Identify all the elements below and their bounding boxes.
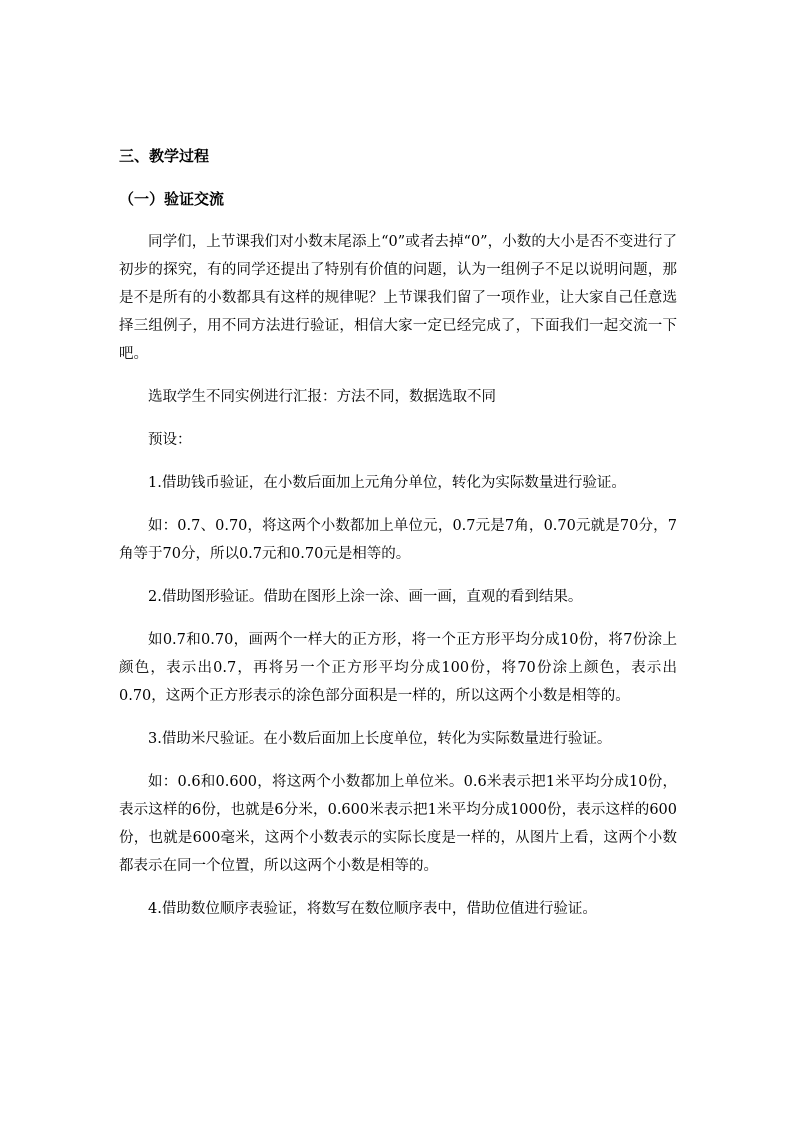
- method-2-example: 如0.7和0.70，画两个一样大的正方形，将一个正方形平均分成10份，将7份涂上颜色，表示出0.7，再将另一个正方形平均分成100份，将70份涂上颜色，表示出0.70，这两个正方形表示的涂色部分面积是一样的，所以这两个小数是相等的。: [119, 632, 677, 704]
- method-4-title: 4.借助数位顺序表验证，将数写在数位顺序表中，借助位值进行验证。: [148, 901, 597, 917]
- section-title: 三、教学过程: [119, 147, 210, 165]
- method-1-example: 如：0.7、0.70，将这两个小数都加上单位元，0.7元是7角，0.70元就是70分，7角等于70分，所以0.7元和0.70元是相等的。: [119, 518, 677, 562]
- method-2-title: 2.借助图形验证。借助在图形上涂一涂、画一画，直观的看到结果。: [148, 589, 583, 605]
- document-body: [119, 142, 677, 938]
- report-instruction: 选取学生不同实例进行汇报：方法不同，数据选取不同: [148, 389, 496, 405]
- intro-paragraph: 同学们，上节课我们对小数末尾添上“0”或者去掉“0”，小数的大小是否不变进行了初步的探究，有的同学还提出了特别有价值的问题，认为一组例子不足以说明问题，那是不是所有的小数都具有这样的规律呢？上节课我们留了一项作业，让大家自己任意选择三组例子，用不同方法进行验证，相信大家一定已经完成了，下面我们一起交流一下吧。: [119, 234, 677, 362]
- method-1-title: 1.借助钱币验证，在小数后面加上元角分单位，转化为实际数量进行验证。: [148, 475, 626, 491]
- subsection-title: （一）验证交流: [119, 190, 225, 208]
- preset-label: 预设：: [148, 432, 192, 448]
- method-3-title: 3.借助米尺验证。在小数后面加上长度单位，转化为实际数量进行验证。: [148, 731, 612, 747]
- method-3-example: 如：0.6和0.600，将这两个小数都加上单位米。0.6米表示把1米平均分成10份，表示这样的6份，也就是6分米，0.600米表示把1米平均分成1000份，表示这样的600份，也就是600毫米，这两个小数表示的实际长度是一样的，从图片上看，这两个小数都表示在同一个位置，所以这两个小数是相等的。: [119, 774, 677, 874]
